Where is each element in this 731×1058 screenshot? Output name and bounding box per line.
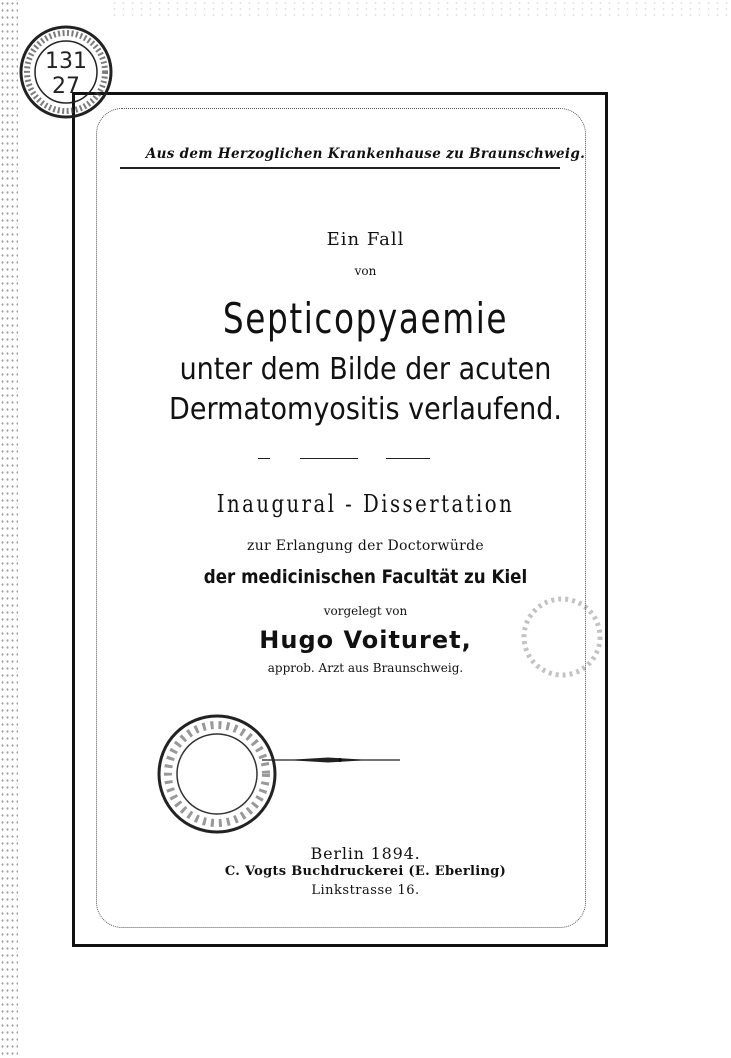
round-ownership-stamp <box>152 708 282 840</box>
origin-underline <box>120 167 560 169</box>
subtitle-line-2: Dermatomyositis verlaufend. <box>169 392 562 427</box>
scan-noise-top <box>110 0 731 20</box>
stamp-number-bottom: 27 <box>52 74 80 99</box>
divider-dash-2 <box>300 458 358 459</box>
imprint-city-year: Berlin 1894. <box>310 844 421 863</box>
ornamental-rule <box>262 756 400 764</box>
library-stamp <box>10 22 122 122</box>
stamp-number-top: 131 <box>45 49 87 74</box>
dissertation-faculty: der medicinischen Facultät zu Kiel <box>203 566 528 588</box>
imprint-printer: C. Vogts Buchdruckerei (E. Eberling) <box>224 864 507 879</box>
title-intro: Ein Fall <box>326 229 405 250</box>
divider-dash-3 <box>386 458 430 459</box>
imprint-address: Linkstrasse 16. <box>311 883 420 898</box>
dissertation-type: Inaugural - Dissertation <box>216 490 515 518</box>
author-qualification: approb. Arzt aus Braunschweig. <box>267 661 464 675</box>
submitted-by-label: vorgelegt von <box>323 604 408 618</box>
faint-stamp-impression <box>512 592 622 682</box>
origin-heading: Aus dem Herzoglichen Krankenhause zu Braunschweig. <box>145 146 586 162</box>
dissertation-purpose: zur Erlangung der Doctorwürde <box>247 538 484 554</box>
divider-dash-1 <box>258 458 270 459</box>
subtitle-line-1: unter dem Bilde der acuten <box>179 352 552 387</box>
author-name: Hugo Voituret, <box>259 626 472 654</box>
title-von: von <box>354 264 377 278</box>
title-disease: Septicopyaemie <box>222 294 509 343</box>
